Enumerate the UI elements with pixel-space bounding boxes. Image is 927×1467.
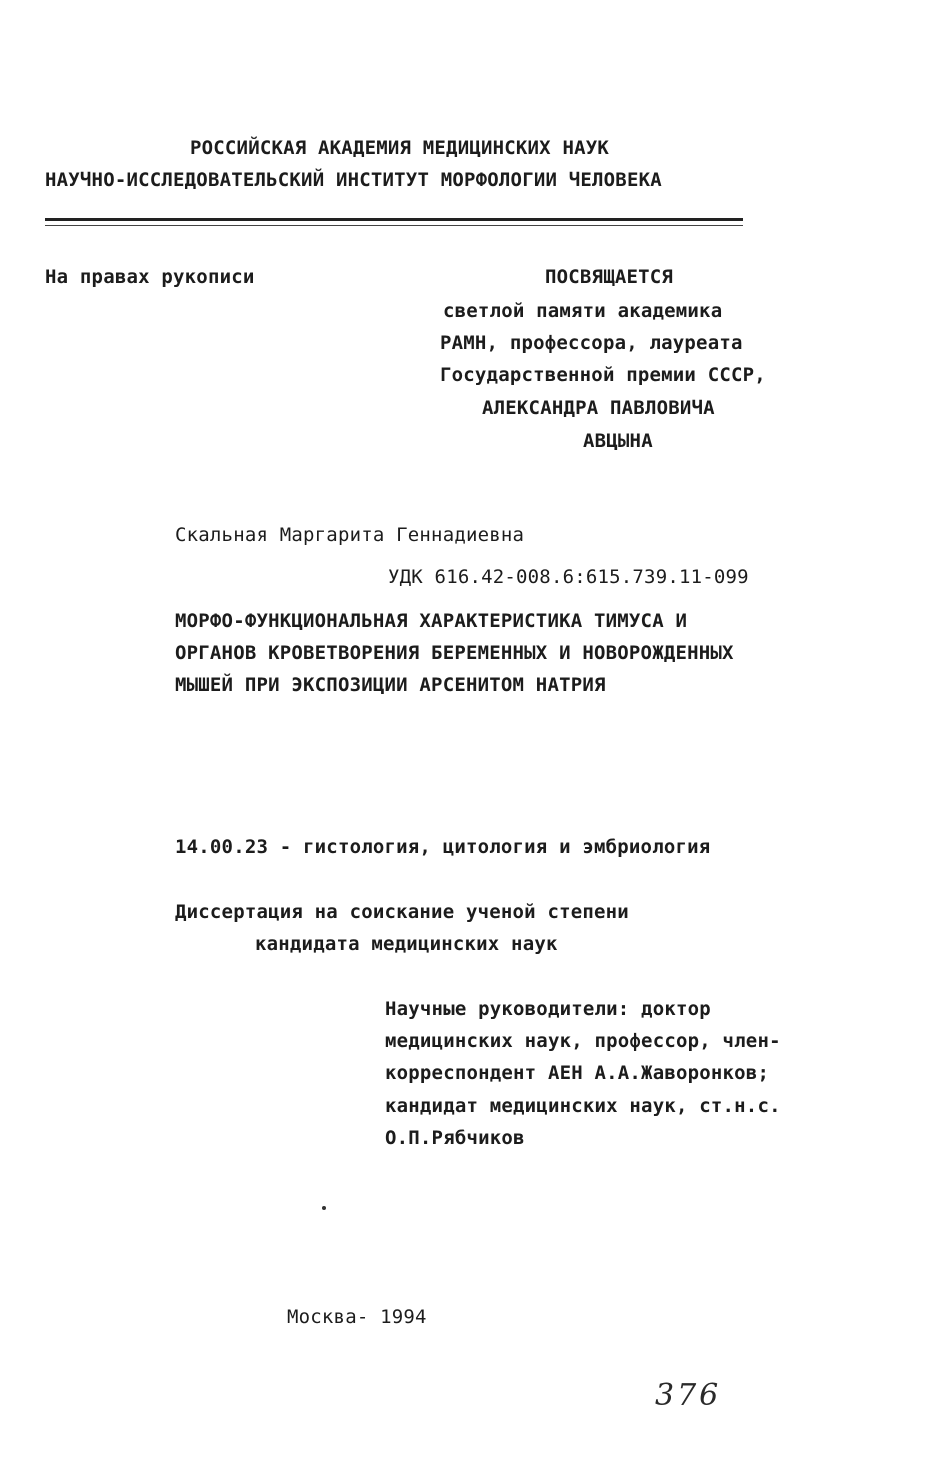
institute-heading: НАУЧНО-ИССЛЕДОВАТЕЛЬСКИЙ ИНСТИТУТ МОРФОЛОГИИ ЧЕЛОВЕКА [45, 169, 662, 191]
supervisors-line: О.П.Рябчиков [385, 1127, 525, 1149]
specialty: 14.00.23 - гистология, цитология и эмбриология [175, 836, 711, 858]
academy-heading: РОССИЙСКАЯ АКАДЕМИЯ МЕДИЦИНСКИХ НАУК [190, 137, 610, 159]
thesis-title-line: МОРФО-ФУНКЦИОНАЛЬНАЯ ХАРАКТЕРИСТИКА ТИМУСА И [175, 610, 688, 632]
header-rule [45, 218, 743, 221]
supervisors-line: Научные руководители: доктор [385, 998, 711, 1020]
degree-line: Диссертация на соискание ученой степени [175, 901, 629, 923]
degree-line: кандидата медицинских наук [255, 933, 558, 955]
thesis-title-line: ОРГАНОВ КРОВЕТВОРЕНИЯ БЕРЕМЕННЫХ И НОВОРОЖДЕННЫХ [175, 642, 734, 664]
dedication-line: Государственной премии СССР, [440, 364, 766, 386]
handwritten-page-number: 376 [655, 1378, 722, 1413]
dedication-line: РАМН, профессора, лауреата [440, 332, 743, 354]
supervisors-line: кандидат медицинских наук, ст.н.с. [385, 1095, 781, 1117]
supervisors-line: медицинских наук, профессор, член- [385, 1030, 781, 1052]
dedication-title: ПОСВЯЩАЕТСЯ [545, 266, 674, 288]
thesis-title-line: МЫШЕЙ ПРИ ЭКСПОЗИЦИИ АРСЕНИТОМ НАТРИЯ [175, 674, 606, 696]
place-year: Москва- 1994 [287, 1306, 427, 1328]
dedication-line: АВЦЫНА [583, 430, 653, 452]
author-name: Скальная Маргарита Геннадиевна [175, 524, 525, 546]
manuscript-note: На правах рукописи [45, 266, 255, 288]
header-rule-secondary [45, 225, 743, 226]
dedication-line: АЛЕКСАНДРА ПАВЛОВИЧА [482, 397, 715, 419]
udc-code: УДК 616.42-008.6:615.739.11-099 [388, 566, 749, 588]
dedication-line: светлой памяти академика [443, 300, 723, 322]
supervisors-line: корреспондент АЕН А.А.Жаворонков; [385, 1062, 770, 1084]
scan-speck [322, 1206, 326, 1210]
